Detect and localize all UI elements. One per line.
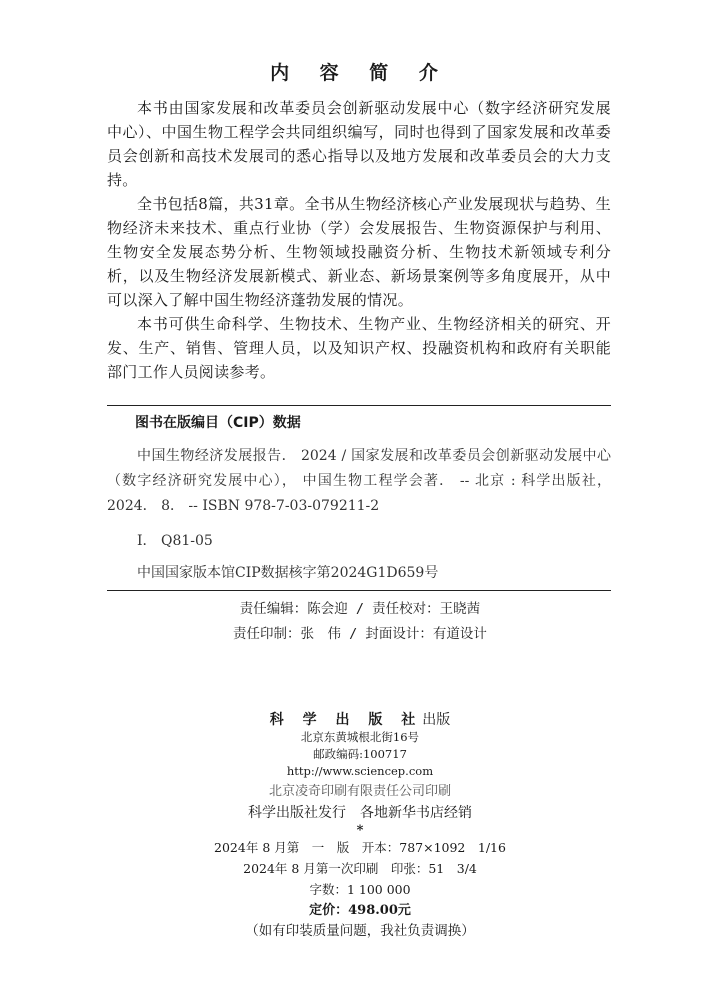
intro-paragraph: 本书由国家发展和改革委员会创新驱动发展中心（数字经济研究发展中心）、中国生物工程学会共同组织编写，同时也得到了国家发展和改革委员会创新和高技术发展司的悉心指导以及地方发展和改革委员会的大力支持。 — [107, 99, 611, 189]
separator-star: * — [356, 823, 364, 838]
publisher-suffix: 出版 — [422, 712, 451, 728]
word-count: 字数：1 100 000 — [309, 882, 411, 897]
postal-code: 邮政编码:100717 — [313, 747, 407, 761]
printing-line: 2024年 8 月第一次印刷 印张：51 3/4 — [243, 861, 477, 876]
publisher-url: http://www.sciencep.com — [286, 764, 434, 778]
cip-heading: 图书在版编目（CIP）数据 — [135, 415, 301, 431]
price: 定价：498.00元 — [309, 903, 411, 918]
cip-classification: Ⅰ． Q81-05 — [137, 533, 213, 549]
cip-record: 中国生物经济发展报告． 2024 / 国家发展和改革委员会创新驱动发展中心（数字经济研究发展中心）， 中国生物工程学会著． -- 北京 : 科学出版社， 2024． 8． -- ISBN 978-7-03-079211-2 — [107, 448, 611, 514]
publisher-name: 科 学 出 版 社 — [269, 712, 423, 728]
publisher-address: 北京东黄城根北街16号 — [300, 730, 420, 744]
printer-line: 北京凌奇印刷有限责任公司印刷 — [268, 784, 451, 799]
intro-paragraph: 全书包括8篇，共31章。全书从生物经济核心产业发展现状与趋势、生物经济未来技术、重点行业协（学）会发展报告、生物资源保护与利用、生物安全发展态势分析、生物领域投融资分析、生物技术新领域专利分析，以及生物经济发展新模式、新业态、新场景案例等多角度展开，从中可以深入了解中国生物经济蓬勃发展的情况。 — [107, 195, 611, 309]
cip-bottom-divider — [107, 590, 611, 591]
cip-data-number: 中国国家版本馆CIP数据核字第2024G1D659号 — [137, 565, 439, 581]
quality-note: （如有印装质量问题，我社负责调换） — [245, 923, 475, 939]
page-title: 内 容 简 介 — [270, 62, 450, 84]
cip-top-divider — [107, 405, 611, 406]
distribution-line: 科学出版社发行 各地新华书店经销 — [248, 805, 472, 821]
credits-editors: 责任编辑：陈会迎 / 责任校对：王晓茜 — [239, 601, 481, 617]
imprint-block — [0, 709, 720, 942]
publisher-line — [0, 709, 720, 729]
intro-section — [107, 96, 611, 384]
intro-paragraph: 本书可供生命科学、生物技术、生物产业、生物经济相关的研究、开发、生产、销售、管理人员，以及知识产权、投融资机构和政府有关职能部门工作人员阅读参考。 — [107, 315, 611, 381]
edition-line: 2024年 8 月第 一 版 开本：787×1092 1/16 — [214, 840, 506, 855]
credits-production: 责任印制：张 伟 / 封面设计：有道设计 — [233, 626, 487, 642]
